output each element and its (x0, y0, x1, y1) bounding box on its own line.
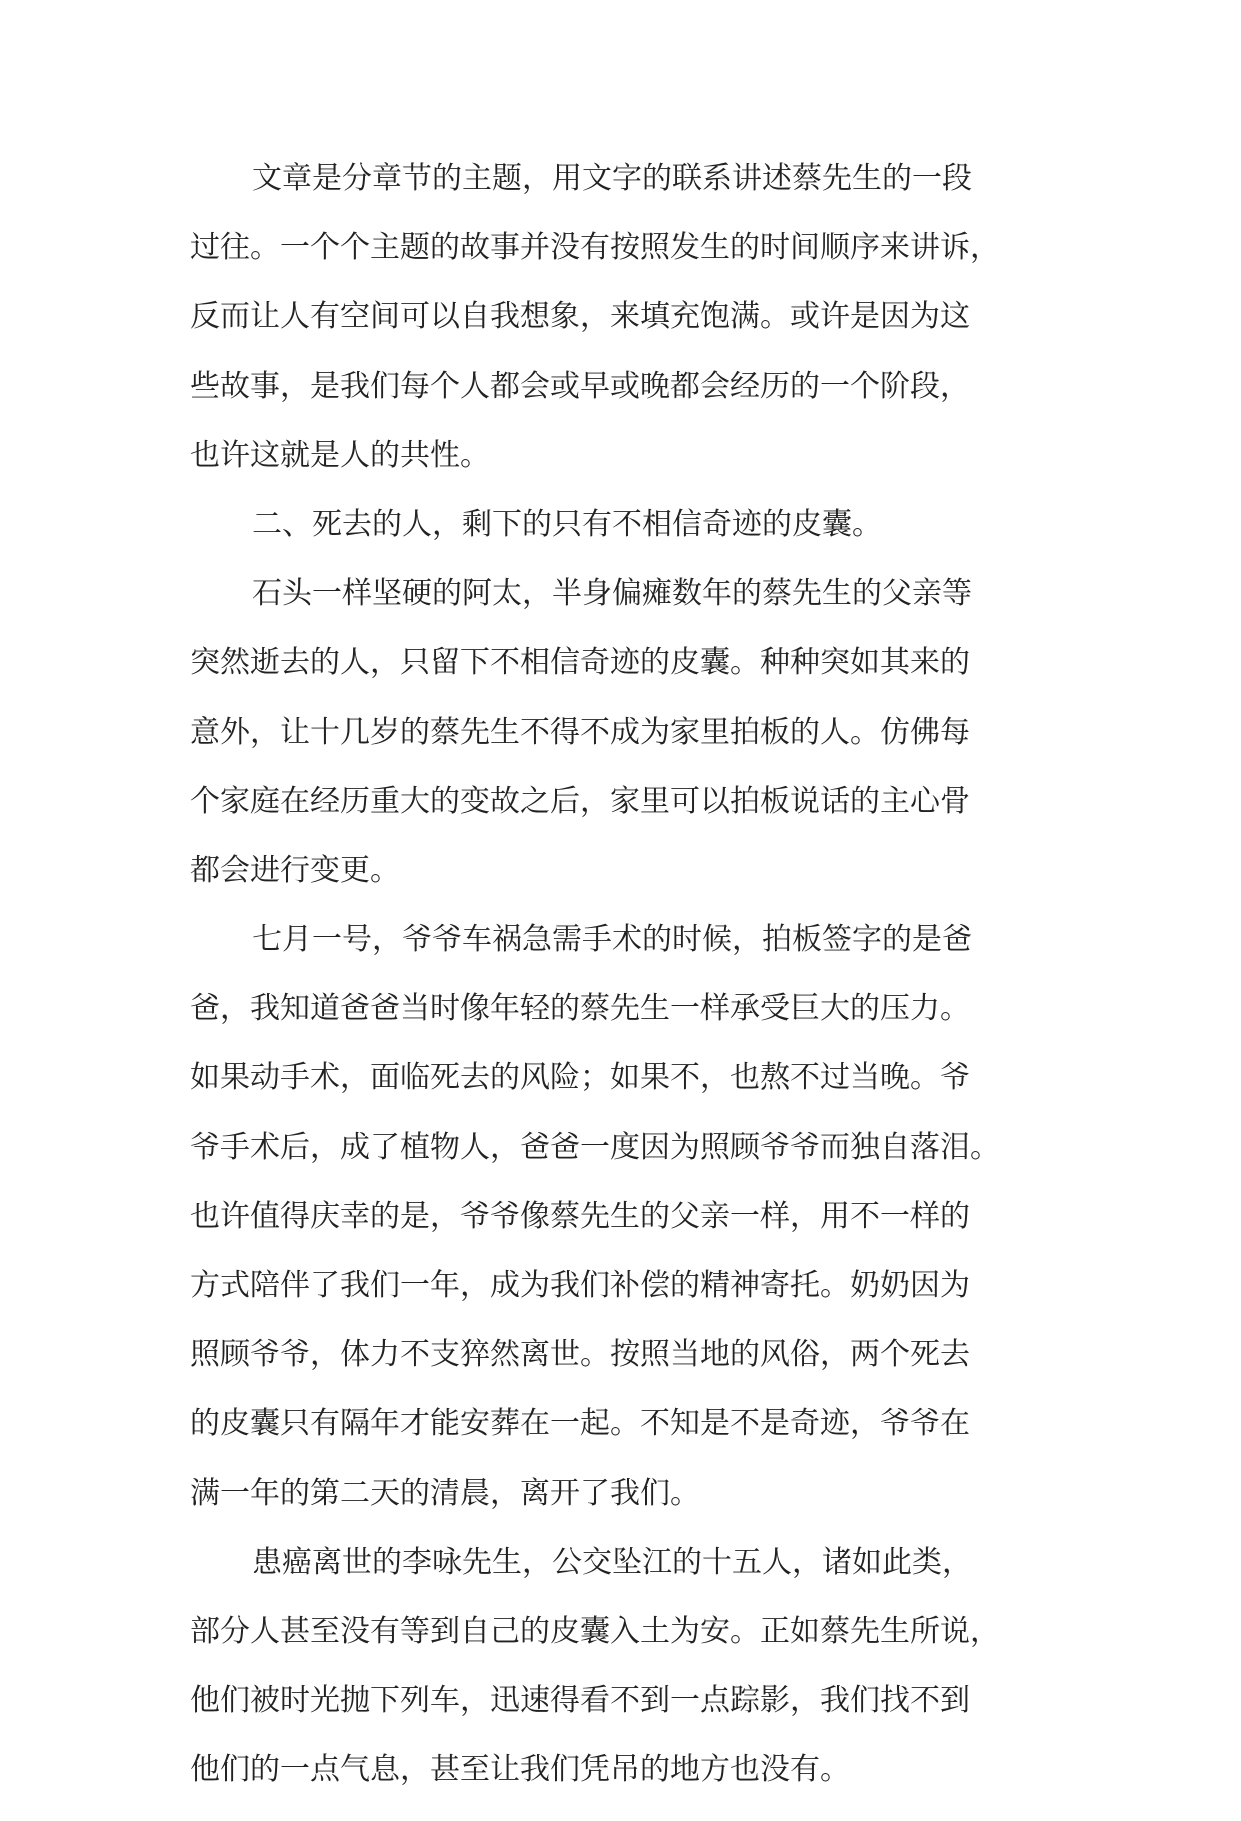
text-line: 些故事，是我们每个人都会或早或晚都会经历的一个阶段， (190, 368, 970, 404)
paragraph (190, 575, 1070, 890)
paragraph (190, 1544, 1070, 1790)
text-line: 的皮囊只有隔年才能安葬在一起。不知是不是奇迹，爷爷在 (190, 1406, 970, 1442)
text-line: 如果动手术，面临死去的风险；如果不，也熬不过当晚。爷 (190, 1060, 970, 1096)
text-line: 他们的一点气息，甚至让我们凭吊的地方也没有。 (190, 1752, 850, 1788)
section-heading (190, 506, 1070, 544)
text-line: 过往。一个个主题的故事并没有按照发生的时间顺序来讲诉， (190, 230, 1000, 266)
text-line: 也许这就是人的共性。 (190, 437, 490, 473)
text-line: 七月一号，爷爷车祸急需手术的时候，拍板签字的是爸 (252, 922, 972, 958)
text-line: 石头一样坚硬的阿太，半身偏瘫数年的蔡先生的父亲等 (252, 576, 972, 612)
heading-line: 二、死去的人，剩下的只有不相信奇迹的皮囊。 (252, 506, 882, 542)
body-text (190, 160, 1070, 1821)
text-line: 照顾爷爷，体力不支猝然离世。按照当地的风俗，两个死去 (190, 1337, 970, 1373)
text-line: 都会进行变更。 (190, 852, 400, 888)
text-line: 个家庭在经历重大的变故之后，家里可以拍板说话的主心骨 (190, 783, 970, 819)
text-line: 反而让人有空间可以自我想象，来填充饱满。或许是因为这 (190, 299, 970, 335)
text-line: 意外，让十几岁的蔡先生不得不成为家里拍板的人。仿佛每 (190, 714, 970, 750)
text-line: 突然逝去的人，只留下不相信奇迹的皮囊。种种突如其来的 (190, 645, 970, 681)
paragraph (190, 921, 1070, 1513)
text-line: 他们被时光抛下列车，迅速得看不到一点踪影，我们找不到 (190, 1683, 970, 1719)
text-line: 部分人甚至没有等到自己的皮囊入土为安。正如蔡先生所说， (190, 1613, 1000, 1649)
text-line: 方式陪伴了我们一年，成为我们补偿的精神寄托。奶奶因为 (190, 1268, 970, 1303)
paragraph (190, 160, 1070, 475)
text-line: 也许值得庆幸的是，爷爷像蔡先生的父亲一样，用不一样的 (190, 1198, 970, 1234)
text-line: 患癌离世的李咏先生，公交坠江的十五人，诸如此类， (252, 1544, 972, 1580)
text-line: 文章是分章节的主题，用文字的联系讲述蔡先生的一段 (252, 161, 972, 196)
text-line: 满一年的第二天的清晨，离开了我们。 (190, 1475, 700, 1511)
text-line: 爸，我知道爸爸当时像年轻的蔡先生一样承受巨大的压力。 (190, 991, 970, 1027)
text-line: 爷手术后，成了植物人，爸爸一度因为照顾爷爷而独自落泪。 (190, 1129, 1000, 1165)
